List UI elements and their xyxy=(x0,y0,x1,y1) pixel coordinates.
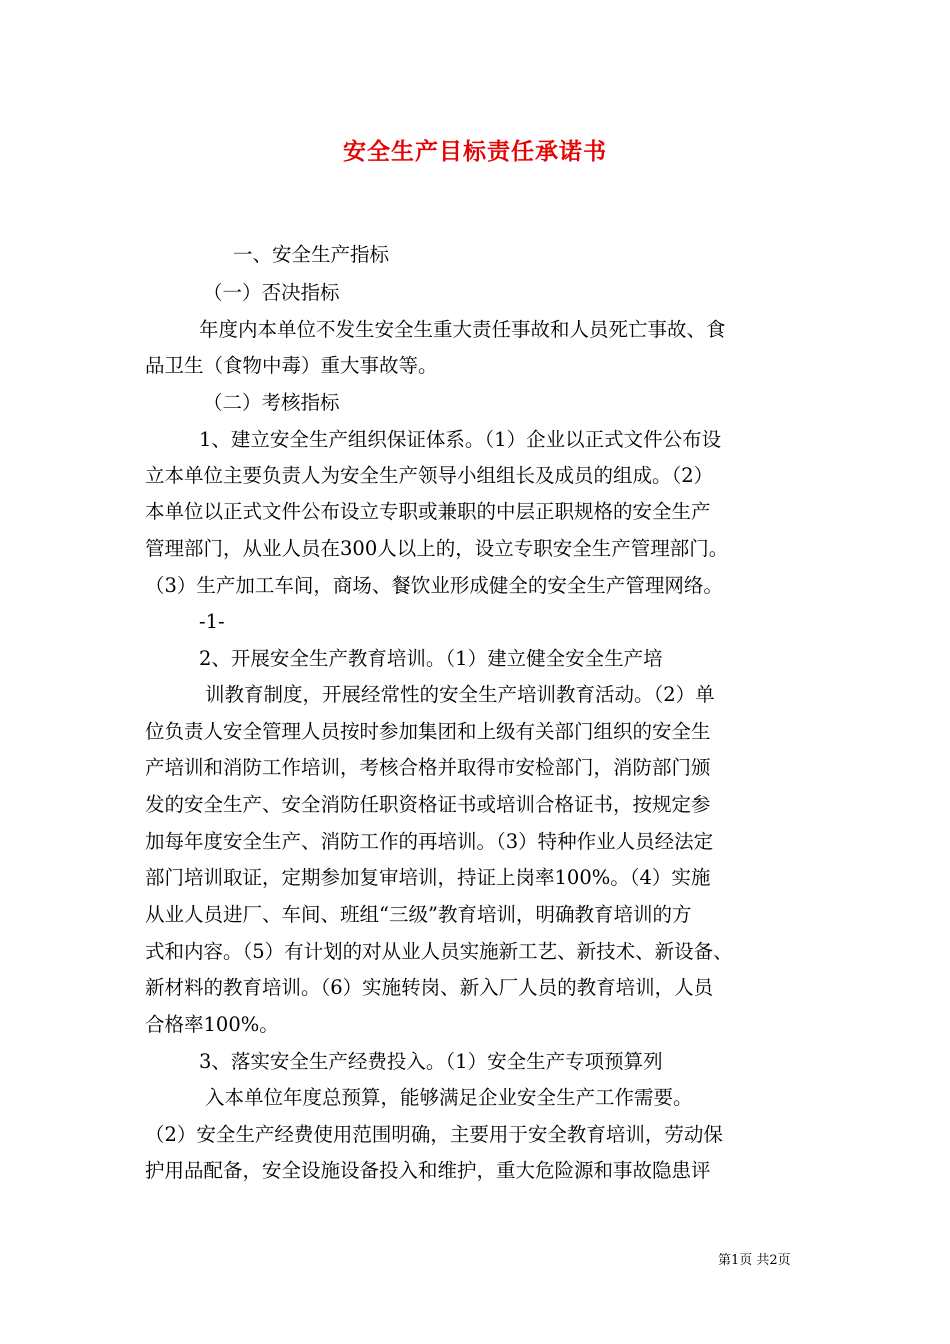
paragraph-line: 立本单位主要负责人为安全生产领导小组组长及成员的组成。（2） xyxy=(145,464,714,487)
paragraph-line: 部门培训取证，定期参加复审培训，持证上岗率100%。（4）实施 xyxy=(145,866,711,889)
paragraph-line: 3、落实安全生产经费投入。（1）安全生产专项预算列 xyxy=(199,1050,663,1073)
paragraph-line: 发的安全生产、安全消防任职资格证书或培训合格证书，按规定参 xyxy=(145,793,711,816)
paragraph-line: 新材料的教育培训。（6）实施转岗、新入厂人员的教育培训，人员 xyxy=(145,976,714,999)
paragraph-line: （2）安全生产经费使用范围明确，主要用于安全教育培训，劳动保 xyxy=(145,1123,723,1146)
page-marker: -1- xyxy=(199,610,225,633)
paragraph-line: 品卫生（食物中毒）重大事故等。 xyxy=(145,354,438,377)
page-number: 第1页 共2页 xyxy=(718,1253,791,1268)
section-heading: 一、安全生产指标 xyxy=(233,243,390,266)
paragraph-line: 入本单位年度总预算，能够满足企业安全生产工作需要。 xyxy=(205,1086,693,1109)
paragraph-line: 1、建立安全生产组织保证体系。（1）企业以正式文件公布设 xyxy=(199,428,722,451)
paragraph-line: 合格率100%。 xyxy=(145,1013,279,1036)
document-title: 安全生产目标责任承诺书 xyxy=(343,138,607,165)
paragraph-line: 2、开展安全生产教育培训。（1）建立健全安全生产培 xyxy=(199,647,663,670)
subsection-heading: （一）否决指标 xyxy=(203,281,340,304)
paragraph-line: 训教育制度，开展经常性的安全生产培训教育活动。（2）单 xyxy=(205,683,715,706)
paragraph-line: 式和内容。（5）有计划的对从业人员实施新工艺、新技术、新设备、 xyxy=(145,940,733,963)
subsection-heading: （二）考核指标 xyxy=(203,391,340,414)
paragraph-line: （3）生产加工车间，商场、餐饮业形成健全的安全生产管理网络。 xyxy=(145,574,723,597)
paragraph-line: 加每年度安全生产、消防工作的再培训。（3）特种作业人员经法定 xyxy=(145,830,714,853)
paragraph-line: 从业人员进厂、车间、班组“三级”教育培训，明确教育培训的方 xyxy=(145,903,692,926)
paragraph-line: 产培训和消防工作培训，考核合格并取得市安检部门，消防部门颁 xyxy=(145,756,711,779)
paragraph-line: 管理部门，从业人员在300人以上的，设立专职安全生产管理部门。 xyxy=(145,537,729,560)
paragraph-line: 位负责人安全管理人员按时参加集团和上级有关部门组织的安全生 xyxy=(145,720,711,743)
paragraph-line: 护用品配备，安全设施设备投入和维护，重大危险源和事故隐患评 xyxy=(145,1159,711,1182)
paragraph-line: 本单位以正式文件公布设立专职或兼职的中层正职规格的安全生产 xyxy=(145,500,711,523)
paragraph-line: 年度内本单位不发生安全生重大责任事故和人员死亡事故、食 xyxy=(199,318,726,341)
